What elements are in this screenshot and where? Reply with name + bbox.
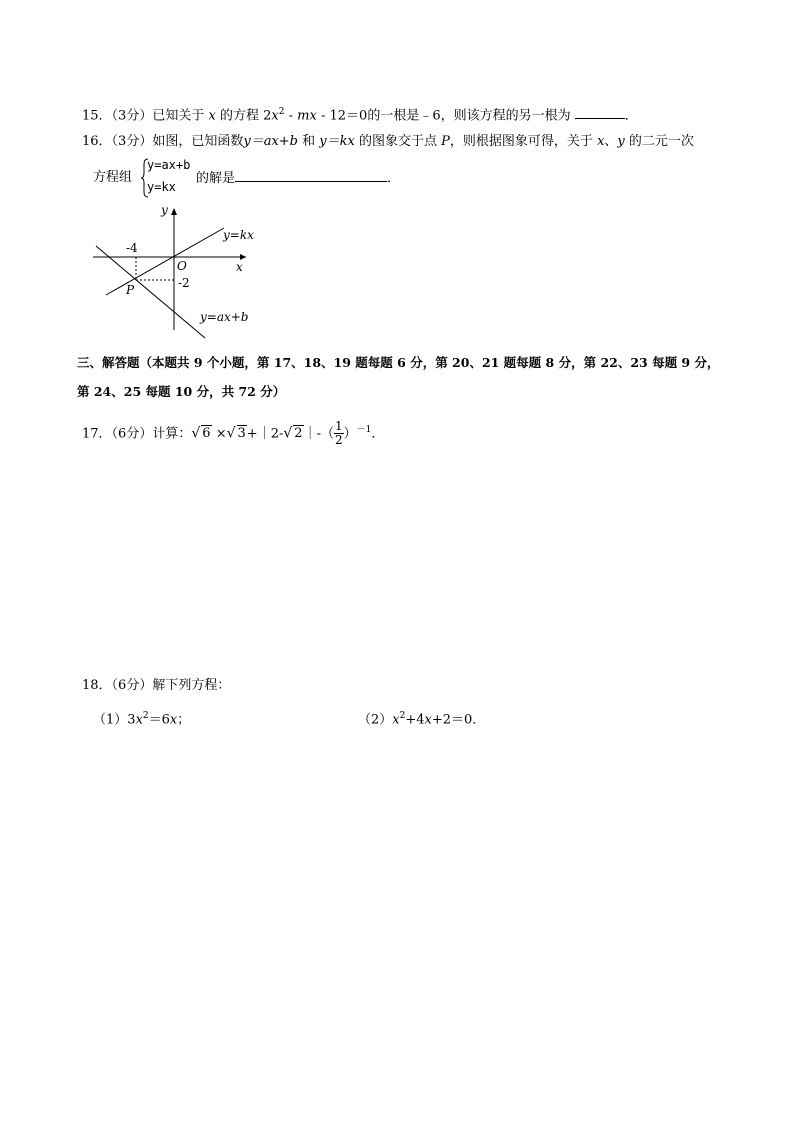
part-label: （2） [358,712,393,728]
operator: +｜2- [246,426,284,442]
variable: x [424,712,432,728]
radicand: 6 [202,426,211,442]
radicand: 2 [294,426,303,442]
line-y-kx [106,228,224,295]
origin-label: O [177,259,187,273]
point-label: P [126,283,135,297]
question-text: 方程组 [93,170,133,185]
variable: x [169,712,178,728]
answer-blank[interactable] [235,169,387,182]
question-text: 解下列方程： [152,678,231,693]
equation-part: - 12＝0 [316,108,368,124]
equation-part: +4 [405,712,425,728]
question-15 [82,103,638,125]
operator: × [215,426,227,442]
line-label-kx: y=kx [223,228,254,242]
part-label: （1） [93,712,128,728]
system-equation-1: y=ax+b [147,158,191,172]
system-equation-2: y=kx [147,180,176,194]
question-text: 的图象交于点 [359,134,438,149]
x-tick-label: -4 [126,241,138,255]
variable: x [271,108,279,124]
operator: ｜-（ [303,426,334,442]
y-axis-arrow-icon [171,208,177,215]
line-y-ax-b [96,246,205,338]
question-text: 如图，已知函数 [152,134,244,149]
fraction [334,420,344,447]
punctuation: ． [387,171,401,186]
fraction-numerator: 1 [334,419,343,434]
question-score: （6分） [111,678,153,693]
question-16-line2b [196,169,400,188]
radicand: 3 [237,426,246,442]
variable: x [135,712,143,728]
equation-system [141,158,201,198]
question-text: 的方程 [219,108,259,124]
question-16 [82,133,694,151]
question-18-part-1 [93,707,190,729]
exponent: 2 [399,711,406,721]
question-text: 计算： [152,426,192,442]
question-18-part-2 [358,707,485,729]
variable: y [617,134,625,149]
question-number: 17． [82,426,112,442]
question-number: 16． [82,134,112,149]
punctuation: ； [177,712,191,728]
question-text: 已知关于 [152,108,205,124]
exponent: －1 [356,425,372,435]
point-label: P [441,134,450,149]
question-number: 15． [82,108,112,124]
exponent: 2 [142,711,149,721]
axis-label-y: y [161,203,168,217]
equation-part: - [284,108,298,124]
punctuation: ． [624,108,638,124]
section-heading-2: 第 24、25 每题 10 分，共 72 分） [77,384,286,399]
question-score: （6分） [111,426,153,442]
question-16-line2 [93,169,132,187]
question-score: （3分） [111,134,153,149]
fraction-denominator: 2 [334,433,343,448]
variable: mx [297,108,317,124]
line-label-ab: y=ax+b [200,310,249,324]
equation-part: 3 [127,712,136,728]
function-graph [88,200,268,340]
answer-blank[interactable] [575,106,625,119]
variable: x [208,108,216,124]
function-label: y＝ax+b [243,134,298,149]
variable: x [597,134,605,149]
axis-label-x: x [236,260,243,274]
sqrt-icon: √ [191,425,201,442]
question-text: 的解是 [196,171,236,186]
question-text: 和 [302,134,316,149]
question-18 [82,677,230,695]
question-score: （3分） [111,108,153,124]
section-heading: 三、解答题（本题共 9 个小题，第 17、18、19 题每题 6 分，第 20、21 题每题 8 分，第 22、23 每题 9 分， [77,355,720,370]
variable: x [392,712,400,728]
question-text: 的二元一次 [628,134,694,149]
exponent: 2 [278,107,285,117]
question-17 [82,419,384,447]
question-text: 的一根是﹣6，则该方程的另一根为 [367,108,571,124]
sqrt-icon: √ [283,425,293,442]
punctuation: 、 [604,134,618,149]
y-tick-label: -2 [178,276,190,290]
sqrt-icon: √ [226,425,236,442]
operator: ） [343,426,357,442]
question-number: 18． [82,678,112,693]
punctuation: ． [371,426,385,442]
question-text: ，则根据图象可得，关于 [449,134,593,149]
function-label: y＝kx [319,134,355,149]
equation-part: 2 [263,108,272,124]
equation-part: ＝6 [148,712,170,728]
equation-part: +2＝0． [431,712,486,728]
